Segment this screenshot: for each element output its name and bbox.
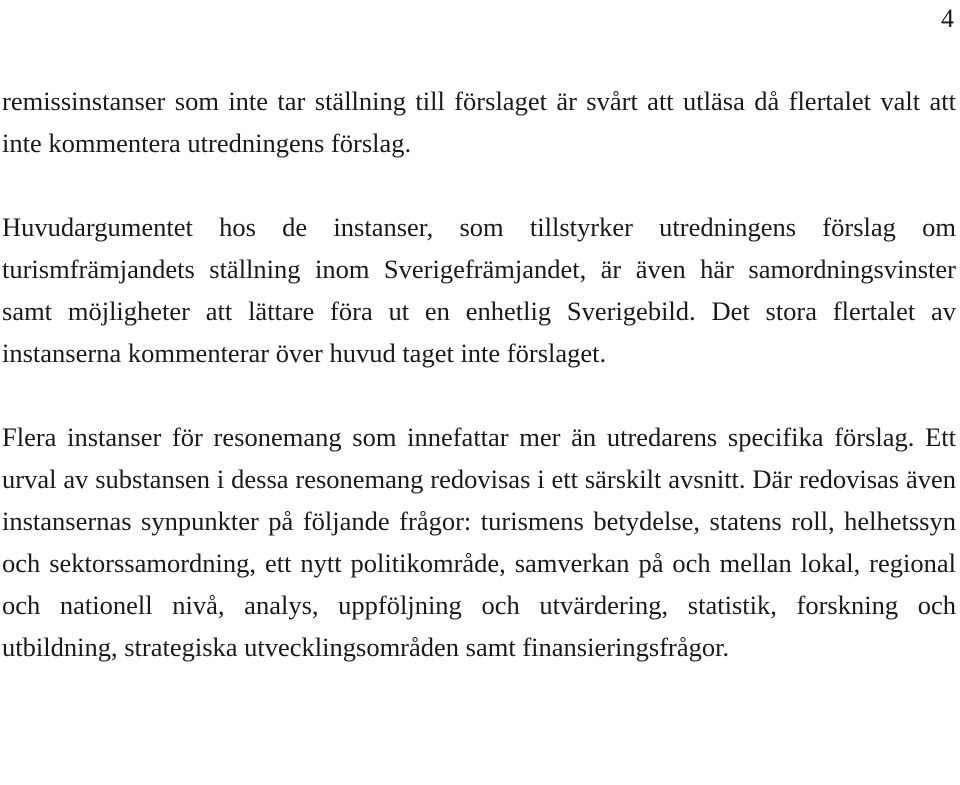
paragraph-continuation: remissinstanser som inte tar ställning till förslaget är svårt att utläsa då flertalet valt att inte kommentera utredningens förslag.	[2, 86, 956, 158]
paragraph-broader-reasoning: Flera instanser för resonemang som innefattar mer än utredarens specifika förslag. Ett urval av substansen i dessa resonemang redovisas i ett särskilt avsnitt. Där redovisas även instansernas synpunkter på följande frågor: turismens betydelse, statens roll, helhetssyn och sektorssamordning, ett nytt politikområde, samverkan på och mellan lokal, regional och nationell nivå, analys, uppföljning och utvärdering, statistik, forskning och utbildning, strategiska utvecklingsområden samt finansieringsfrågor.	[2, 422, 956, 662]
paragraph-main-argument: Huvudargumentet hos de instanser, som tillstyrker utredningens förslag om turismfrämjandets ställning inom Sverigefrämjandet, är även här samordningsvinster samt möjligheter att lättare föra ut en enhetlig Sverigebild. Det stora flertalet av instanserna kommenterar över huvud taget inte förslaget.	[2, 212, 956, 368]
document-body	[2, 80, 956, 668]
page-number: 4	[941, 4, 954, 33]
